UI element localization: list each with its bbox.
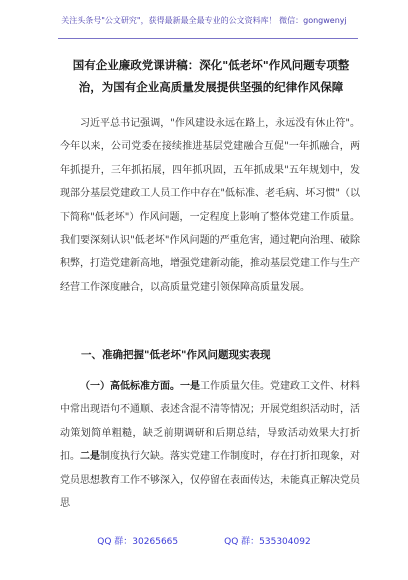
intro-paragraph: 习近平总书记强调，"作风建设永远在路上，永远没有休止符"。今年以来，公司党委在接续推进基层党建融合互促"一年抓融合，两年抓提升，三年抓拓展，四年抓巩固，五年抓成果"五年规划中，发现部分基层党建政工人员工作中存在"低标准、老毛病、坏习惯"（以下简称"低老坏"）作风问题，一定程度上影响了整体党建工作质量。我们要深刻认识"低老坏"作风问题的严重危害，通过靶向治理、破除积弊，打造党建新高地，增强党建新动能，推动基层党建工作与生产经营工作深度融合，以高质量党建引领保障高质量发展。 bbox=[60, 118, 360, 293]
header-divider bbox=[58, 38, 358, 39]
subsection-lead: （一）高低标准方面。 bbox=[80, 381, 180, 392]
point-2-text: 制度执行欠缺。落实党建工作制度时，存在打折扣现象，对党员思想教育工作不够深入，仅停留在表面传达，未能真正解决党员思 bbox=[60, 451, 360, 510]
point-1-label: 一是 bbox=[180, 381, 200, 392]
header-banner bbox=[0, 0, 408, 44]
footer bbox=[0, 535, 408, 549]
point-1-text: 工作质量欠佳。党建政工文件、材料中常出现语句不通顺、表述含混不清等情况；开展党组织活动时，活动策划简单粗糙，缺乏前期调研和后期总结，导致活动效果大打折扣。 bbox=[60, 381, 360, 463]
footer-qq-group-2: QQ 群：535304092 bbox=[224, 537, 311, 547]
section-heading: 一、准确把握"低老坏"作风问题现实表现 bbox=[81, 349, 271, 361]
header-notice: 关注头条号"公文研究"，获得最新最全最专业的公文资料库！ 微信：gongwenyj bbox=[61, 16, 347, 25]
subsection-paragraph bbox=[60, 375, 360, 515]
footer-qq-group-1: QQ 群：30265665 bbox=[97, 537, 179, 547]
point-2-label: 二是 bbox=[80, 451, 100, 463]
document-title: 国有企业廉政党课讲稿：深化"低老坏"作风问题专项整 治，为国有企业高质量发展提供坚强的纪律作风保障 bbox=[72, 58, 350, 94]
